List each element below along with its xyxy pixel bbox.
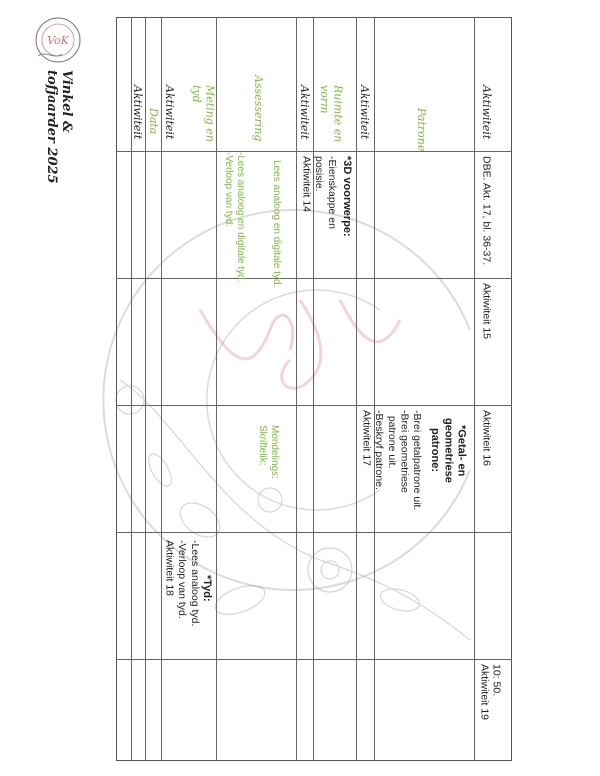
assessering-task: Lees analoog en digitale tyd. xyxy=(271,160,282,288)
grid-line xyxy=(116,659,512,660)
cell-activity-15: Aktiwiteit 15 xyxy=(480,283,493,340)
tyd-body: -Lees analoog tyd. -Verloop van tyd. Aktiwiteit 18 xyxy=(163,540,201,627)
row-label-data-activity: Aktiwiteit xyxy=(131,85,145,140)
ruimte-heading: *3D voorwerpe: xyxy=(341,156,354,237)
row-label-patrone: Patrone xyxy=(415,108,429,152)
assessering-type: Mondelings: Skriftelik: xyxy=(257,425,280,479)
row-label-assessering: Assessering xyxy=(252,75,266,142)
patrone-body: -Brei getalpatrone uit. -Brei geometriese patrone uit. -Beskryf patrone. Aktiwiteit 17 xyxy=(360,410,423,511)
row-label-patrone-activity: Aktiwiteit xyxy=(358,85,372,140)
grid-line xyxy=(313,17,314,761)
tyd-heading: *Tyd: xyxy=(201,575,214,602)
row-label-data: Data xyxy=(147,108,161,135)
row-label-ruimte-activity: Aktiwiteit xyxy=(298,85,312,140)
grid-line xyxy=(116,405,512,406)
grid-line xyxy=(296,17,297,761)
row-label-activity: Aktiwiteit xyxy=(480,85,494,140)
grid-line xyxy=(145,17,146,761)
ruimte-body: -Eienskappe en posisie. Aktiwiteit 14 xyxy=(300,156,338,229)
cell-activity-16: Aktiwiteit 16 xyxy=(480,410,493,467)
grid-line xyxy=(356,17,357,761)
page-title: Vinkel & tofjaarder 2025 xyxy=(44,70,74,184)
svg-text:VoK: VoK xyxy=(47,34,69,47)
row-label-ruimte: Ruimte en vorm xyxy=(318,85,345,143)
cell-time: 10: 50. xyxy=(490,664,503,697)
grid-line xyxy=(474,17,475,761)
grid-line xyxy=(116,278,512,279)
cell-dbe: DBE. Akt. 17, bl. 36-37. xyxy=(480,156,493,266)
grid-line xyxy=(161,17,162,761)
grid-line xyxy=(374,17,375,761)
grid-line xyxy=(116,532,512,533)
row-label-meting-activity: Aktiwiteit xyxy=(163,85,177,140)
patrone-heading: *Getal- en geometriese patrone: xyxy=(429,418,468,483)
logo-icon xyxy=(28,10,88,70)
grid-line xyxy=(116,151,512,152)
cell-activity-19: Aktiwiteit 19 xyxy=(478,664,491,721)
row-label-meting: Meting en tyd xyxy=(190,85,217,142)
meting-task: -Lees analoog en digitale tyd. -Verloop van tyd. xyxy=(223,152,246,283)
